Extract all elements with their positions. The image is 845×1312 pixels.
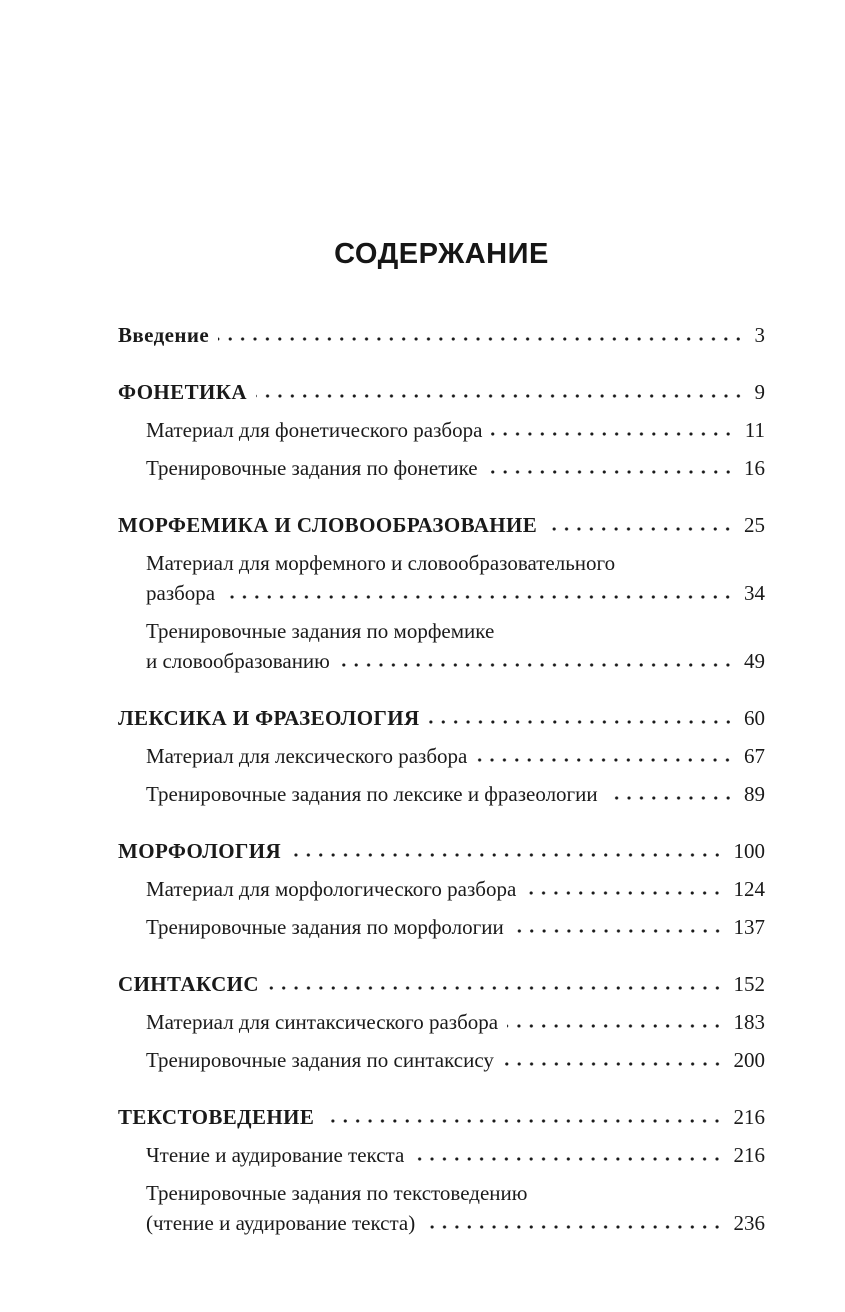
- toc-entry-sub: [118, 779, 765, 809]
- toc-line: [146, 1045, 765, 1075]
- toc-line: [118, 969, 765, 999]
- toc-entry-sub: [118, 912, 765, 942]
- dot-leader: [256, 393, 745, 399]
- page-number: 137: [733, 915, 765, 939]
- toc-entry-text: Материал для фонетического разбора: [146, 418, 483, 442]
- page-number: 124: [733, 877, 765, 901]
- toc-line: [146, 741, 765, 771]
- toc-entry-text: (чтение и аудирование текста): [146, 1211, 416, 1235]
- dot-leader: [268, 985, 724, 991]
- toc-entry-sub: [118, 415, 765, 445]
- toc-line: [146, 1140, 765, 1170]
- toc-entry-sub: [118, 741, 765, 771]
- dot-leader: [507, 1023, 723, 1029]
- toc-entry-text: Тренировочные задания по синтаксису: [146, 1048, 494, 1072]
- toc-entry-text: и словообразованию: [146, 649, 330, 673]
- page-number: 9: [754, 380, 765, 404]
- toc-entry-text: Чтение и аудирование текста: [146, 1143, 405, 1167]
- toc-entry-section: [118, 703, 765, 733]
- toc-line: [146, 1178, 765, 1208]
- toc-line: [146, 548, 765, 578]
- toc-line: [146, 578, 765, 608]
- toc-entry-text: Материал для морфологического разбора: [146, 877, 517, 901]
- dot-leader: [546, 526, 734, 532]
- toc-entry-sub: [118, 616, 765, 676]
- toc-entry-text: МОРФЕМИКА И СЛОВООБРАЗОВАНИЕ: [118, 513, 538, 537]
- toc-entry-sub: [118, 1140, 765, 1170]
- toc-entry-sub: [118, 1045, 765, 1075]
- page-number: 216: [733, 1143, 765, 1167]
- toc-line: [118, 320, 765, 350]
- page-number: 11: [744, 418, 765, 442]
- page-title: СОДЕРЖАНИЕ: [334, 238, 549, 270]
- page-number: 236: [733, 1211, 765, 1235]
- toc-entry-text: Тренировочные задания по фонетике: [146, 456, 478, 480]
- dot-leader: [218, 336, 744, 342]
- dot-leader: [487, 469, 734, 475]
- dot-leader: [413, 1156, 723, 1162]
- page-number: 89: [744, 782, 765, 806]
- dot-leader: [429, 719, 734, 725]
- dot-leader: [476, 757, 734, 763]
- dot-leader: [491, 431, 734, 437]
- toc-entry-sub: [118, 874, 765, 904]
- toc-entry-text: ТЕКСТОВЕДЕНИЕ: [118, 1105, 315, 1129]
- toc-line: [146, 912, 765, 942]
- page-number: 200: [733, 1048, 765, 1072]
- toc-entry-text: Материал для морфемного и словообразовательного: [146, 551, 616, 575]
- page-number: 16: [744, 456, 765, 480]
- toc-entry-text: СИНТАКСИС: [118, 972, 259, 996]
- toc-entry-text: МОРФОЛОГИЯ: [118, 839, 282, 863]
- dot-leader: [513, 928, 724, 934]
- toc-entry-section: [118, 969, 765, 999]
- toc-entry-sub: [118, 1007, 765, 1037]
- page-number: 183: [733, 1010, 765, 1034]
- toc-line: [118, 703, 765, 733]
- toc-entry-text: Тренировочные задания по текстоведению: [146, 1181, 528, 1205]
- toc-line: [146, 874, 765, 904]
- dot-leader: [607, 795, 734, 801]
- toc-entry-section: [118, 836, 765, 866]
- page-number: 152: [733, 972, 765, 996]
- toc-line: [118, 510, 765, 540]
- toc-entry-section: [118, 1102, 765, 1132]
- toc-line: [146, 453, 765, 483]
- page-number: 25: [744, 513, 765, 537]
- toc-entry-text: Тренировочные задания по морфологии: [146, 915, 504, 939]
- toc-line: [146, 1007, 765, 1037]
- dot-leader: [424, 1224, 723, 1230]
- page-number: 100: [733, 839, 765, 863]
- dot-leader: [323, 1118, 723, 1124]
- dot-leader: [224, 594, 734, 600]
- toc-line: [146, 1208, 765, 1238]
- toc-entry-text: разбора: [146, 581, 216, 605]
- toc-entry-text: Тренировочные задания по морфемике: [146, 619, 495, 643]
- toc-line: [146, 646, 765, 676]
- toc-entry-text: ЛЕКСИКА И ФРАЗЕОЛОГИЯ: [118, 706, 420, 730]
- toc-line: [146, 415, 765, 445]
- toc-line: [118, 377, 765, 407]
- page-number: 3: [754, 323, 765, 347]
- toc-line: [146, 616, 765, 646]
- toc-entry-text: Материал для лексического разбора: [146, 744, 468, 768]
- page-number: 60: [744, 706, 765, 730]
- toc-entry-text: Тренировочные задания по лексике и фразеологии: [146, 782, 598, 806]
- toc-entry-section: [118, 320, 765, 350]
- toc-entry-sub: [118, 1178, 765, 1238]
- toc-entry-section: [118, 510, 765, 540]
- toc-entry-text: Введение: [118, 323, 210, 347]
- toc-entry-sub: [118, 548, 765, 608]
- dot-leader: [339, 662, 734, 668]
- page-number: 49: [744, 649, 765, 673]
- page-number: 216: [733, 1105, 765, 1129]
- toc-entry-text: Материал для синтаксического разбора: [146, 1010, 499, 1034]
- toc-line: [118, 1102, 765, 1132]
- toc-list: [118, 320, 765, 1238]
- toc-line: [118, 836, 765, 866]
- page-number: 34: [744, 581, 765, 605]
- toc-entry-text: ФОНЕТИКА: [118, 380, 247, 404]
- toc-entry-section: [118, 377, 765, 407]
- dot-leader: [290, 852, 723, 858]
- dot-leader: [525, 890, 723, 896]
- page-number: 67: [744, 744, 765, 768]
- toc-line: [146, 779, 765, 809]
- dot-leader: [503, 1061, 724, 1067]
- toc-entry-sub: [118, 453, 765, 483]
